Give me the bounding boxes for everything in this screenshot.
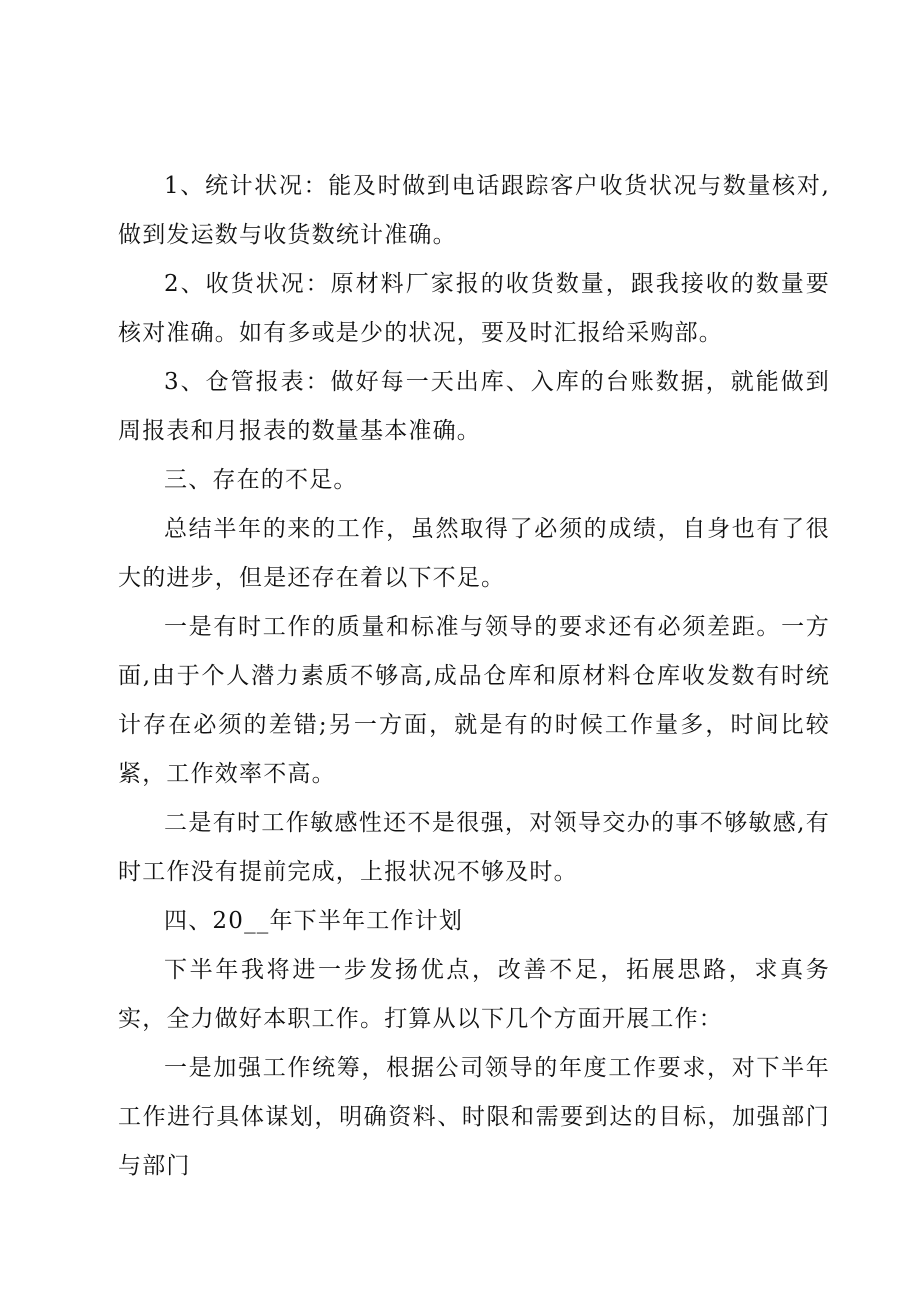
paragraph-shortcoming-two: 二是有时工作敏感性还不是很强，对领导交办的事不够敏感,有时工作没有提前完成，上报状况不够及时。 xyxy=(118,810,830,885)
paragraph-summary: 总结半年的来的工作，虽然取得了必须的成绩，自身也有了很大的进步，但是还存在着以下不足。 xyxy=(118,516,830,591)
document-body xyxy=(118,162,830,1191)
paragraph-receiving: 2、收货状况：原材料厂家报的收货数量，跟我接收的数量要核对准确。如有多或是少的状况，要及时汇报给采购部。 xyxy=(118,271,830,346)
section-heading-shortcomings: 三、存在的不足。 xyxy=(164,467,358,493)
paragraph-statistics: 1、统计状况：能及时做到电话跟踪客户收货状况与数量核对,做到发运数与收货数统计准确。 xyxy=(118,173,830,248)
paragraph-shortcoming-one: 一是有时工作的质量和标准与领导的要求还有必须差距。一方面,由于个人潜力素质不够高,成品仓库和原材料仓库收发数有时统计存在必须的差错;另一方面，就是有的时候工作量多，时间比较紧，工作效率不高。 xyxy=(118,614,830,787)
paragraph-plan-one: 一是加强工作统筹，根据公司领导的年度工作要求，对下半年工作进行具体谋划，明确资料、时限和需要到达的目标，加强部门与部门 xyxy=(118,1055,830,1179)
paragraph-plan-intro: 下半年我将进一步发扬优点，改善不足，拓展思路，求真务实，全力做好本职工作。打算从以下几个方面开展工作： xyxy=(118,957,830,1032)
section-heading-plan: 四、20__年下半年工作计划 xyxy=(164,908,464,934)
paragraph-warehouse-report: 3、仓管报表：做好每一天出库、入库的台账数据，就能做到周报表和月报表的数量基本准确。 xyxy=(118,369,830,444)
